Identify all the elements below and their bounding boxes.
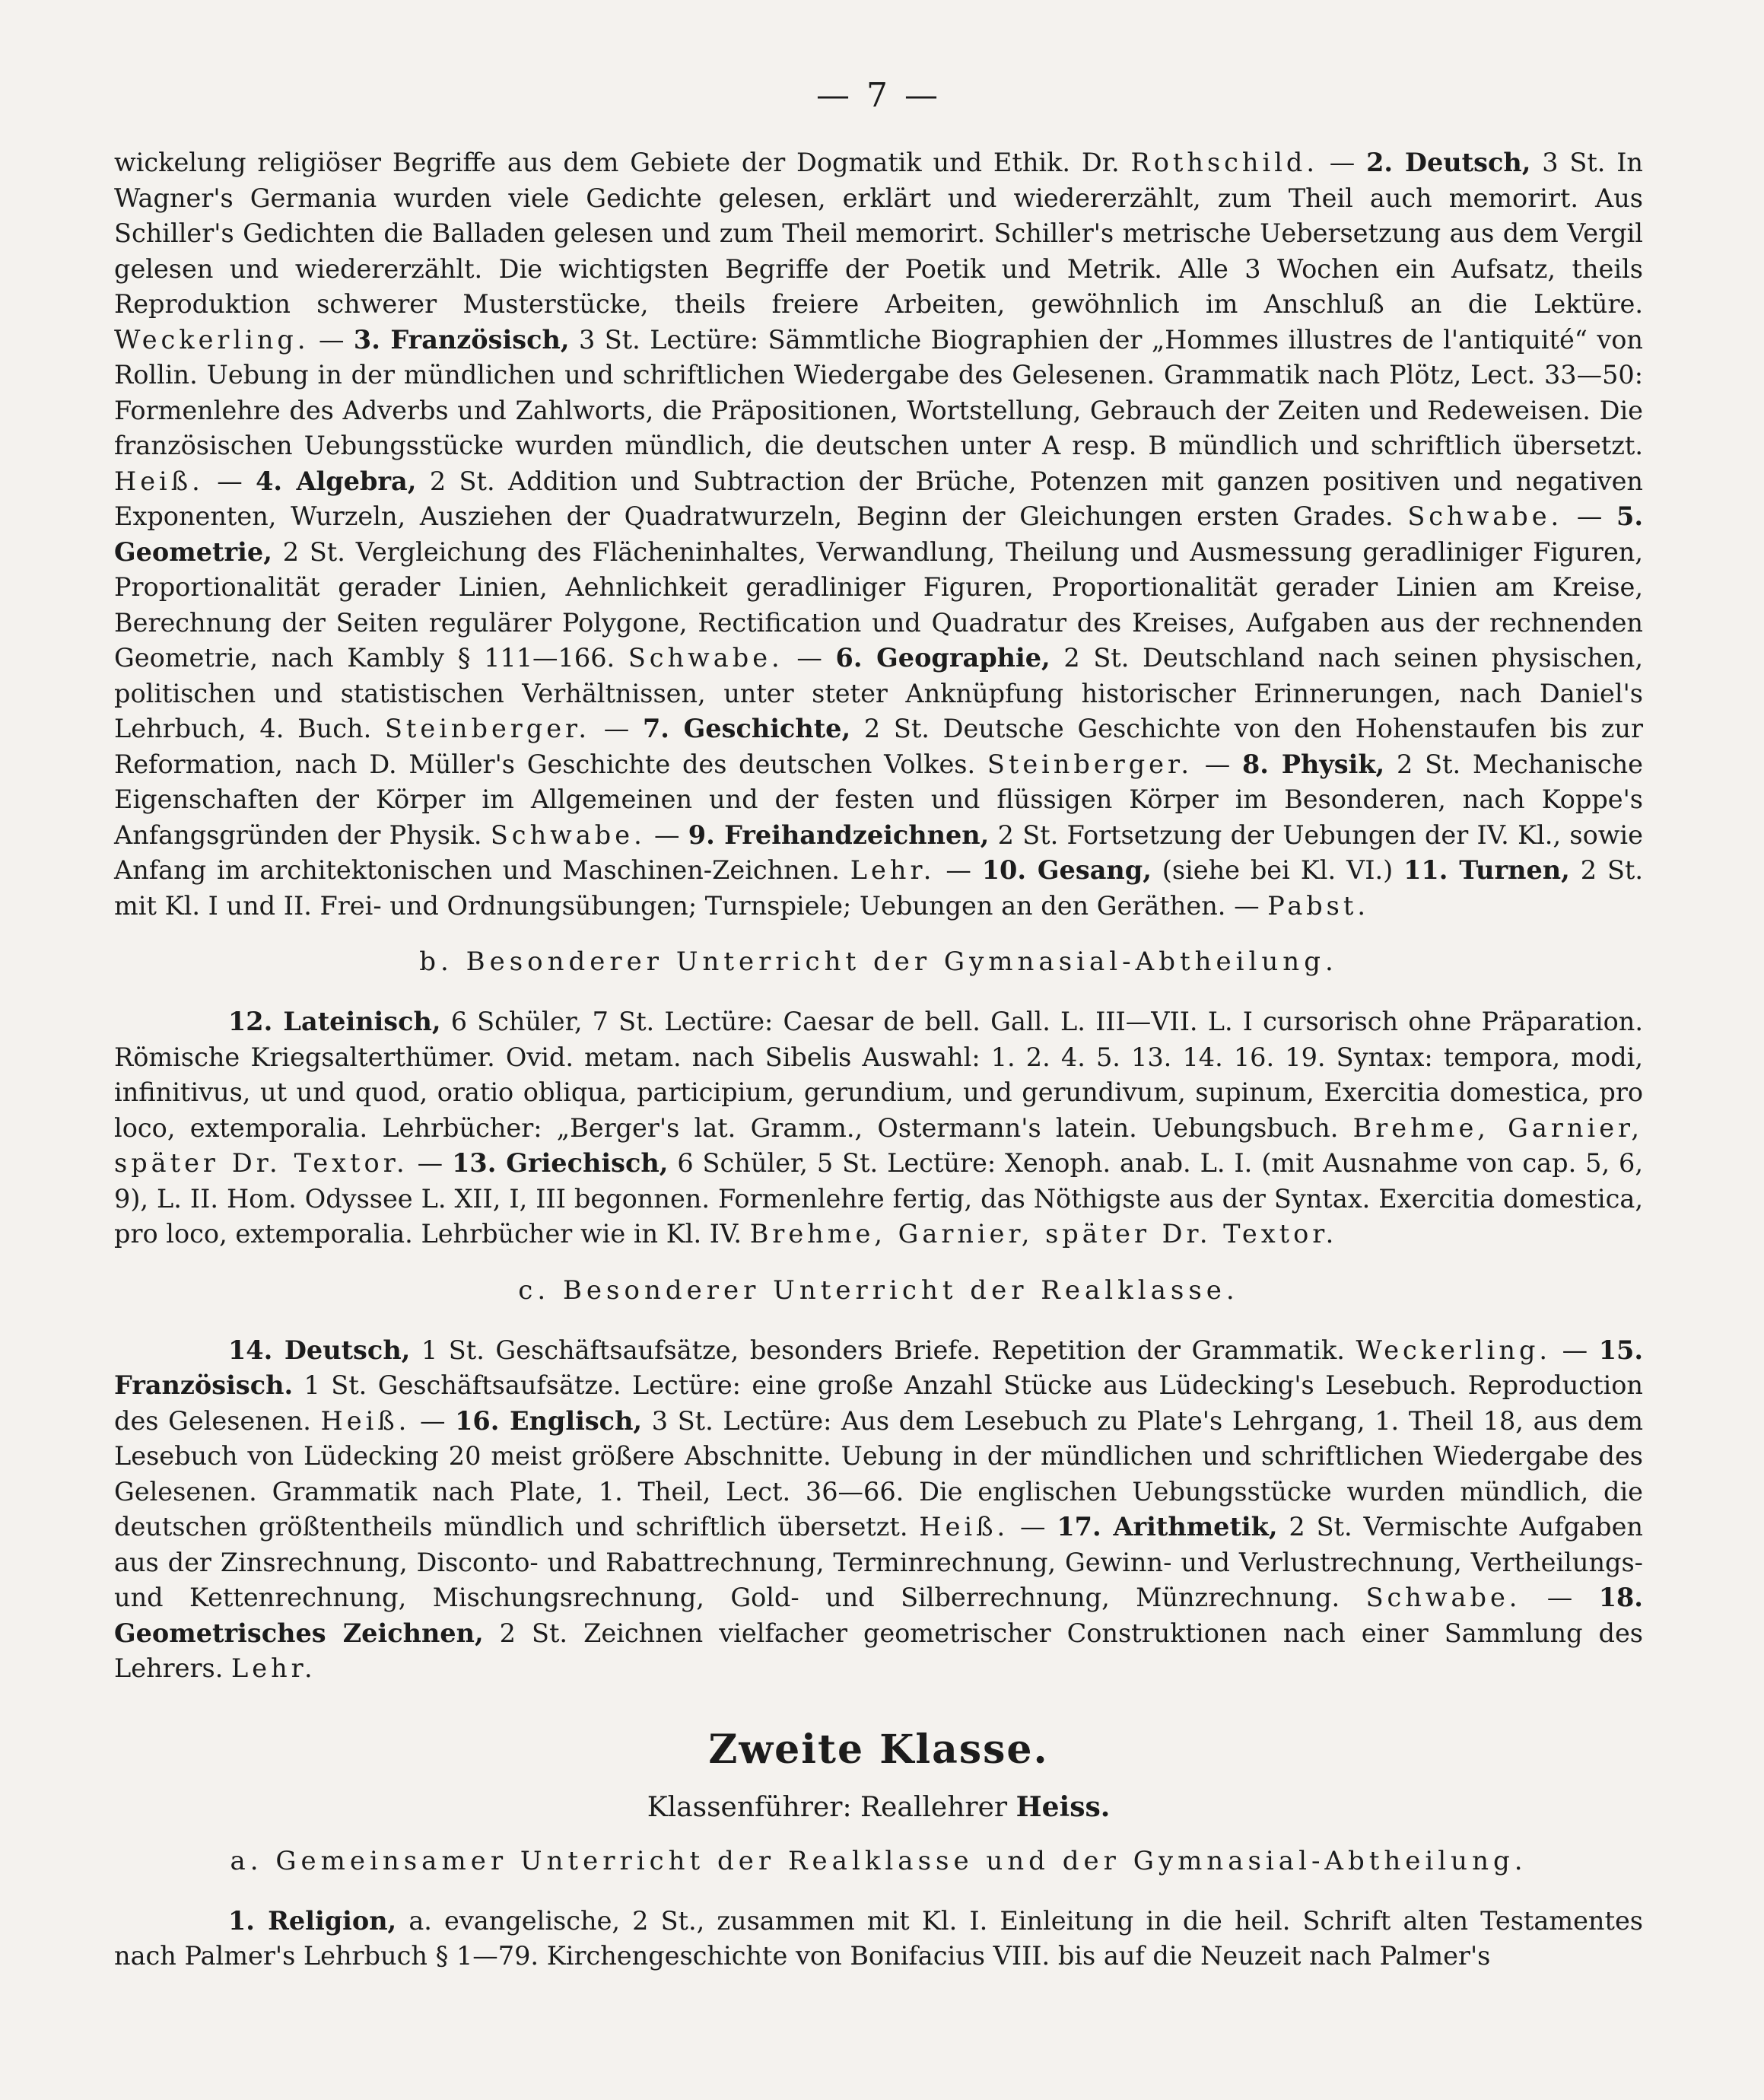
subject-title: 18. Geometrisches Zeichnen, xyxy=(114,1583,1643,1648)
teacher-name: Pabst. xyxy=(1267,890,1369,921)
subject-title: 8. Physik, xyxy=(1242,749,1385,779)
document-page xyxy=(114,76,1643,2039)
section-c-heading: c. Besonderer Unterricht der Realklasse. xyxy=(518,1274,1239,1306)
teacher-name: Steinberger. xyxy=(987,749,1193,779)
subject-title: 6. Geographie, xyxy=(835,643,1050,673)
paragraph-section-a-continued: wickelung religiöser Begriffe aus dem Gebiete der Dogmatik und Ethik. Dr. Rothschild. — 2. Deutsch, 3 St. In Wagner's Germania wurden viele Gedichte gelesen, erklärt und wiedererzählt, zum Theil auch memorirt. Aus Schiller's Gedichten die Balladen gelesen und zum Theil memorirt. Schiller's metrische Uebersetzung aus dem Vergil gelesen und wiedererzählt. Die wichtigsten Begriffe der Poetik und Metrik. Alle 3 Wochen ein Aufsatz, theils Reproduktion schwerer Musterstücke, theils freiere Arbeiten, gewöhnlich im Anschluß an die Lektüre. Weckerling. — 3. Französisch, 3 St. Lectüre: Sämmtliche Biographien der „Hommes illustres de l'antiquité“ von Rollin. Uebung in der mündlichen und schriftlichen Wiedergabe des Gelesenen. Grammatik nach Plötz, Lect. 33—50: Formenlehre des Adverbs und Zahlworts, die Präpositionen, Wortstellung, Gebrauch der Zeiten und Redeweisen. Die französischen Uebungsstücke wurden mündlich, die deutschen unter A resp. B mündlich und schriftlich übersetzt. Heiß. — 4. Algebra, 2 St. Addition und Subtraction der Brüche, Potenzen mit ganzen positiven und negativen Exponenten, Wurzeln, Ausziehen der Quadratwurzeln, Beginn der Gleichungen ersten Grades. Schwabe. — 5. Geometrie, 2 St. Vergleichung des Flächeninhaltes, Verwandlung, Theilung und Ausmessung geradliniger Figuren, Proportionalität gerader Linien, Aehnlichkeit geradliniger Figuren, Proportionalität gerader Linien am Kreise, Berechnung der Seiten regulärer Polygone, Rectification und Quadratur des Kreises, Aufgaben aus der rechnenden Geometrie, nach Kambly § 111—166. Schwabe. — 6. Geographie, 2 St. Deutschland nach seinen physischen, politischen und statistischen Verhältnissen, unter steter Anknüpfung historischer Erinnerungen, nach Daniel's Lehrbuch, 4. Buch. Steinberger. — 7. Geschichte, 2 St. Deutsche Geschichte von den Hohenstaufen bis zur Reformation, nach D. Müller's Geschichte des deutschen Volkes. Steinberger. — 8. Physik, 2 St. Mechanische Eigenschaften der Körper im Allgemeinen und der festen und flüssigen Körper im Besonderen, nach Koppe's Anfangsgründen der Physik. Schwabe. — 9. Freihandzeichnen, 2 St. Fortsetzung der Uebungen der IV. Kl., sowie Anfang im architektonischen und Maschinen-Zeichnen. Lehr. — 10. Gesang, (siehe bei Kl. VI.) 11. Turnen, 2 St. mit Kl. I und II. Frei- und Ordnungsübungen; Turnspiele; Uebungen an den Geräthen. — Pabst. xyxy=(114,148,1644,921)
subject-title: 15. Französisch. xyxy=(114,1335,1643,1400)
teacher-name: Heiß. xyxy=(320,1405,411,1436)
teacher-name: Schwabe. xyxy=(1365,1583,1521,1612)
teacher-name: Schwabe. xyxy=(628,643,783,673)
subject-title: 17. Arithmetik, xyxy=(1057,1512,1278,1542)
subject-title: 14. Deutsch, xyxy=(228,1335,411,1365)
teacher-name: Brehme, Garnier, später Dr. Textor. xyxy=(114,1112,1644,1178)
class-leader-name: Heiss. xyxy=(1015,1790,1111,1823)
teacher-name: Rothschild. xyxy=(1130,148,1318,177)
teacher-name: Weckerling. xyxy=(114,324,310,355)
class-title: Zweite Klasse. xyxy=(708,1726,1049,1773)
section-a-heading: a. Gemeinsamer Unterricht der Realklasse und der Gymnasial-Abtheilung. xyxy=(230,1845,1527,1876)
subject-title: 7. Geschichte, xyxy=(642,714,851,743)
teacher-name: Schwabe. xyxy=(490,819,646,850)
subject-title: 12. Lateinisch, xyxy=(228,1007,441,1036)
subject-title: 16. Englisch, xyxy=(455,1405,643,1436)
subject-title: 13. Griechisch, xyxy=(452,1148,669,1178)
teacher-name: Lehr. xyxy=(231,1653,316,1683)
teacher-name: Brehme, Garnier, später Dr. Textor. xyxy=(749,1219,1338,1249)
teacher-name: Steinberger. xyxy=(384,714,591,743)
subject-title: 3. Französisch, xyxy=(353,324,570,355)
subject-title: 10. Gesang, xyxy=(981,855,1152,885)
class-leader: Klassenführer: Reallehrer Heiss. xyxy=(647,1790,1111,1823)
subject-title: 2. Deutsch, xyxy=(1366,148,1531,177)
page-number: — 7 — xyxy=(816,76,941,115)
teacher-name: Heiß. xyxy=(114,466,204,496)
paragraph-section-c: 14. Deutsch, 1 St. Geschäftsaufsätze, besonders Briefe. Repetition der Grammatik. Weckerling. — 15. Französisch. 1 St. Geschäftsaufsätze. Lectüre: eine große Anzahl Stücke aus Lüdecking's Lesebuch. Reproduction des Gelesenen. Heiß. — 16. Englisch, 3 St. Lectüre: Aus dem Lesebuch zu Plate's Lehrgang, 1. Theil 18, aus dem Lesebuch von Lüdecking 20 meist größere Abschnitte. Uebung in der mündlichen und schriftlichen Wiedergabe des Gelesenen. Grammatik nach Plate, 1. Theil, Lect. 36—66. Die englischen Uebungsstücke wurden mündlich, die deutschen größtentheils mündlich und schriftlich übersetzt. Heiß. — 17. Arithmetik, 2 St. Vermischte Aufgaben aus der Zinsrechnung, Disconto- und Rabattrechnung, Terminrechnung, Gewinn- und Verlustrechnung, Vertheilungs- und Kettenrechnung, Mischungsrechnung, Gold- und Silberrechnung, Münzrechnung. Schwabe. — 18. Geometrisches Zeichnen, 2 St. Zeichnen vielfacher geometrischer Construktionen nach einer Sammlung des Lehrers. Lehr. xyxy=(114,1335,1643,1683)
subject-title: 4. Algebra, xyxy=(256,466,417,496)
subject-title: 1. Religion, xyxy=(228,1905,397,1936)
teacher-name: Lehr. xyxy=(850,855,936,885)
teacher-name: Heiß. xyxy=(919,1512,1009,1542)
paragraph-zweite-klasse-a: 1. Religion, a. evangelische, 2 St., zusammen mit Kl. I. Einleitung in die heil. Schrift alten Testamentes nach Palmer's Lehrbuch § 1—79. Kirchengeschichte von Bonifacius VIII. bis auf die Neuzeit nach Palmer's xyxy=(114,1905,1643,1971)
subject-title: 9. Freihandzeichnen, xyxy=(688,819,990,850)
teacher-name: Schwabe. xyxy=(1407,501,1563,531)
section-b-heading: b. Besonderer Unterricht der Gymnasial-Abtheilung. xyxy=(419,947,1338,977)
teacher-name: Weckerling. xyxy=(1356,1335,1552,1365)
subject-title: 11. Turnen, xyxy=(1403,855,1570,885)
subject-title: 5. Geometrie, xyxy=(114,501,1643,567)
paragraph-section-b: 12. Lateinisch, 6 Schüler, 7 St. Lectüre: Caesar de bell. Gall. L. III—VII. L. I cursorisch ohne Präparation. Römische Kriegsalterthümer. Ovid. metam. nach Sibelis Auswahl: 1. 2. 4. 5. 13. 14. 16. 19. Syntax: tempora, modi, infinitivus, ut und quod, oratio obliqua, participium, gerundium, und gerundivum, supinum, Exercitia domestica, pro loco, extemporalia. Lehrbücher: „Berger's lat. Gramm., Ostermann's latein. Uebungsbuch. Brehme, Garnier, später Dr. Textor. — 13. Griechisch, 6 Schüler, 5 St. Lectüre: Xenoph. anab. L. I. (mit Ausnahme von cap. 5, 6, 9), L. II. Hom. Odyssee L. XII, I, III begonnen. Formenlehre fertig, das Nöthigste aus der Syntax. Exercitia domestica, pro loco, extemporalia. Lehrbücher wie in Kl. IV. Brehme, Garnier, später Dr. Textor. xyxy=(114,1007,1644,1249)
